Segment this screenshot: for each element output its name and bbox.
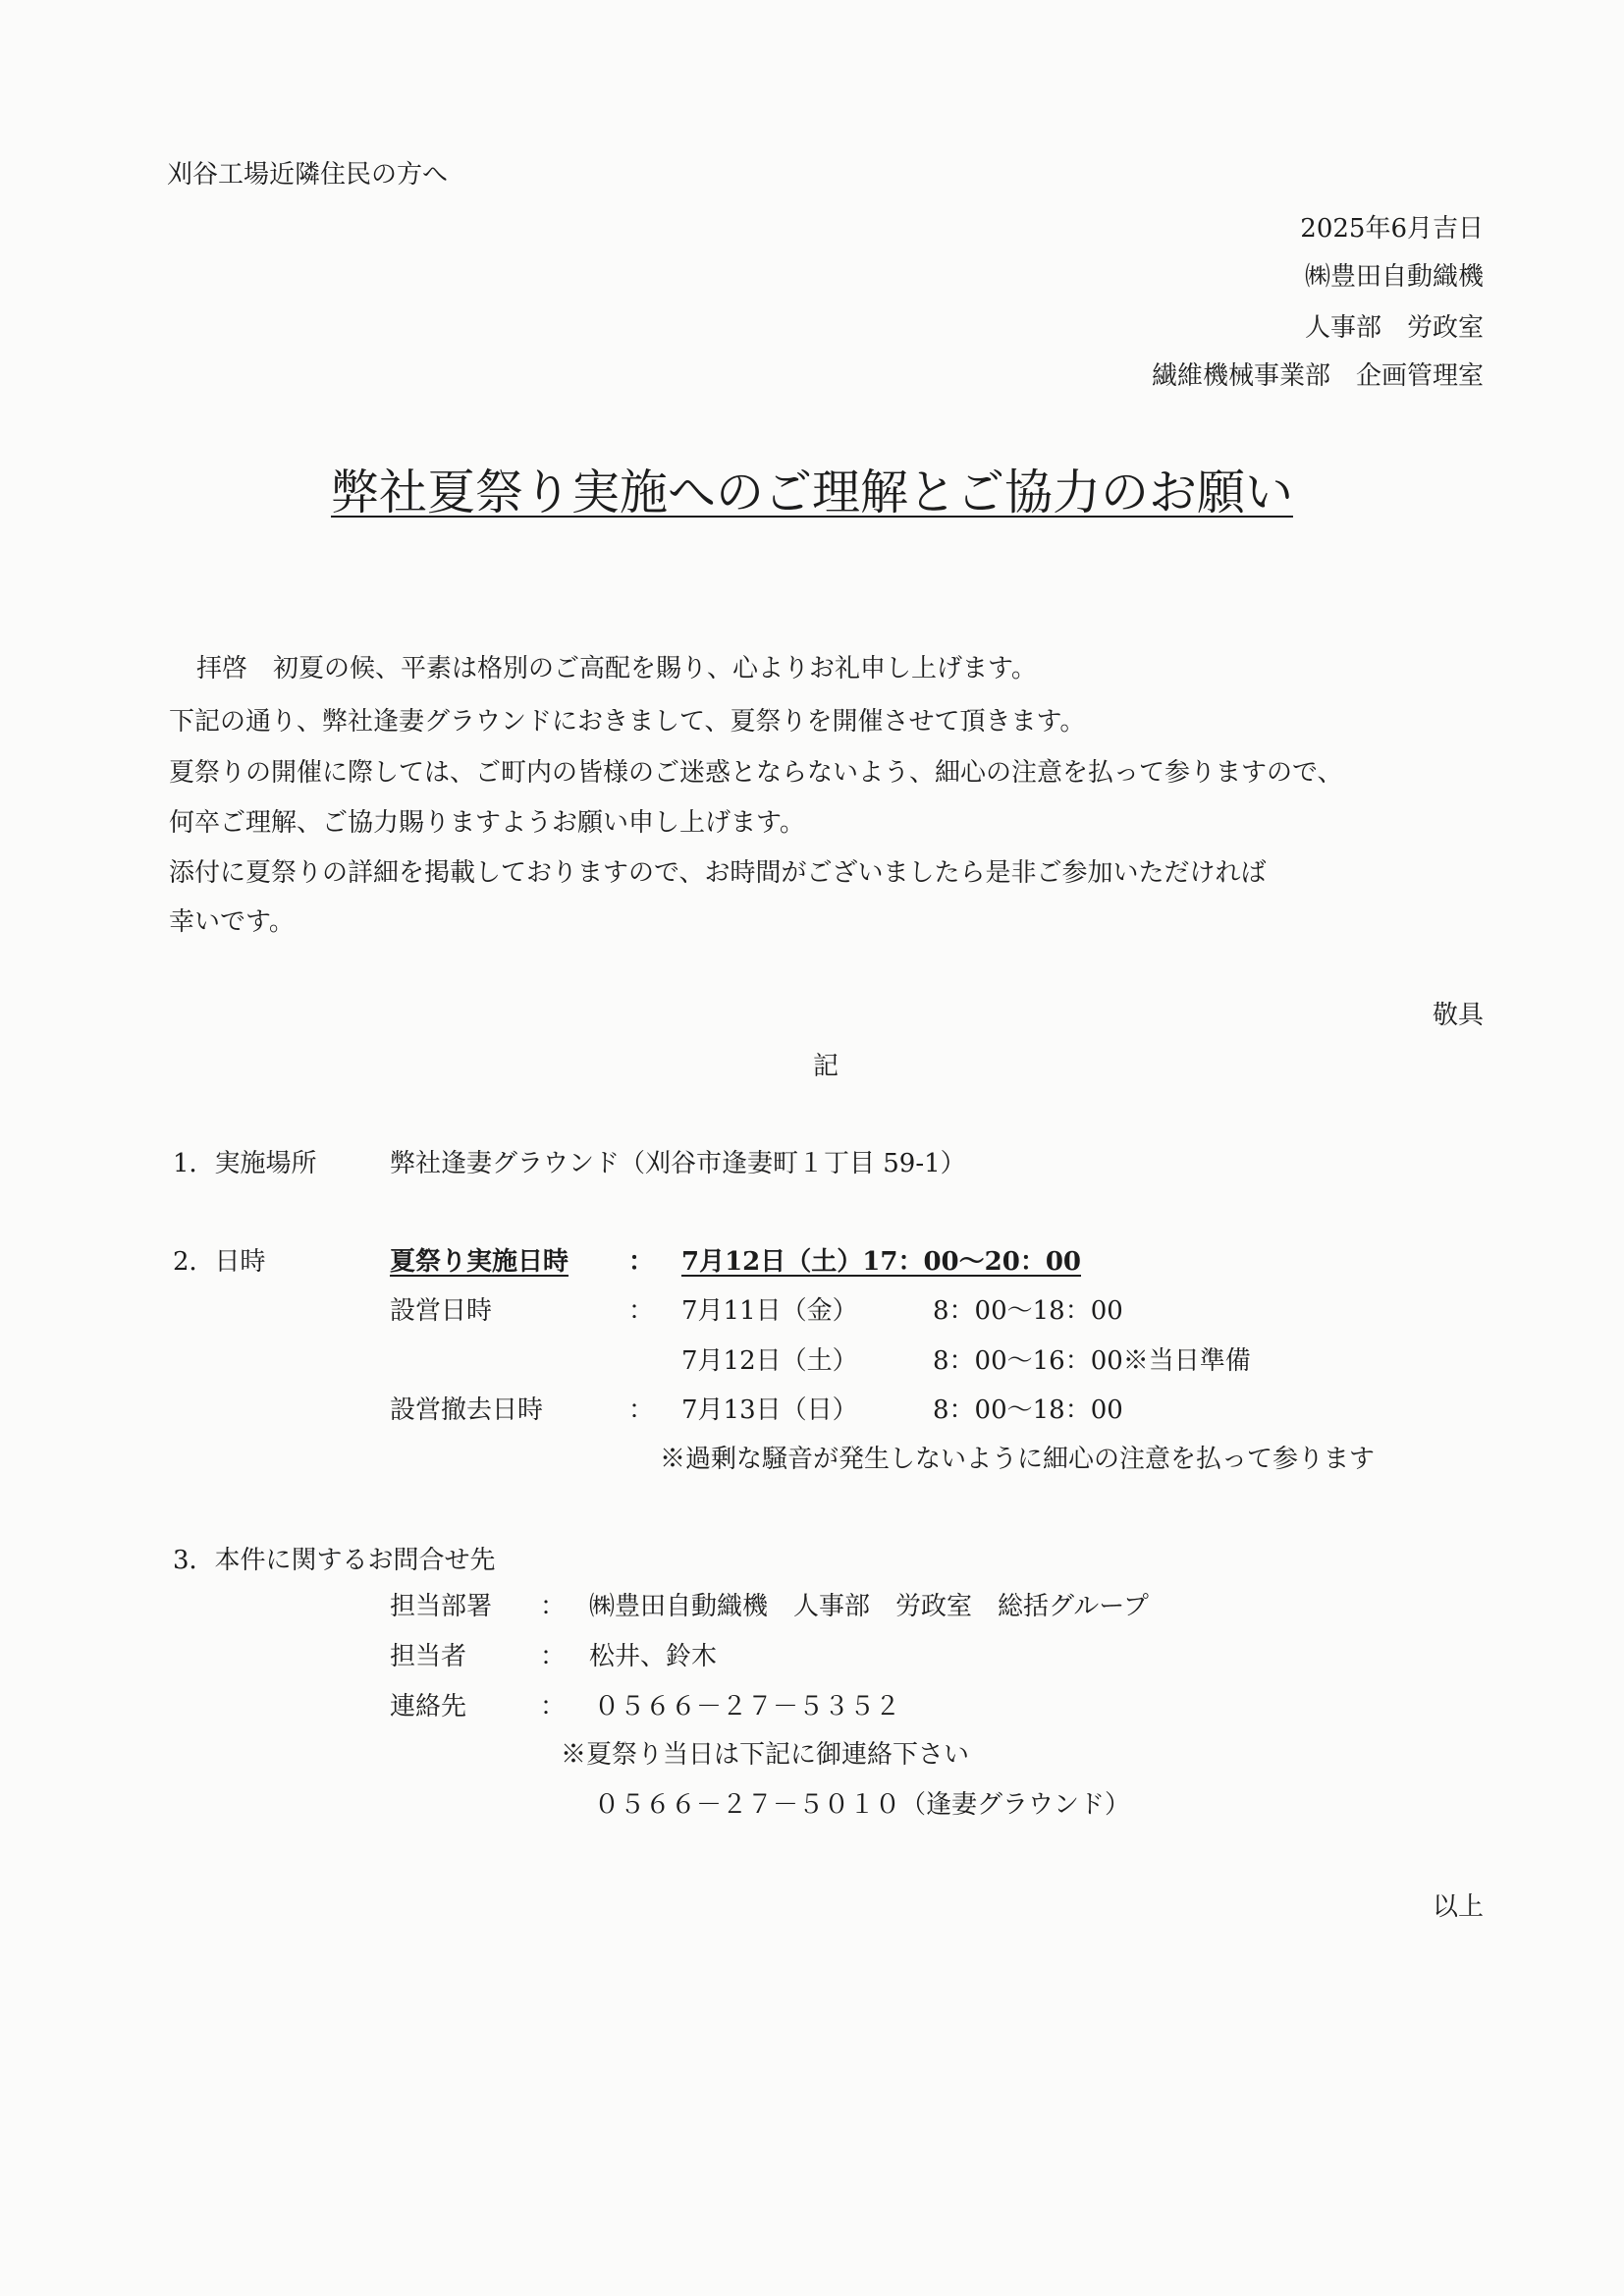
setup-time: 8：00～16：00※当日準備 xyxy=(933,1346,1251,1376)
issue-date: 2025年6月吉日 xyxy=(1300,214,1484,244)
body-line: 添付に夏祭りの詳細を掲載しておりますので、お時間がございましたら是非ご参加いただければ xyxy=(169,858,1267,888)
contact-phone-colon: ： xyxy=(540,1692,567,1722)
contact-phone-label: 連絡先 xyxy=(390,1692,467,1722)
contact-person-label: 担当者 xyxy=(390,1642,467,1671)
body-line: 夏祭りの開催に際しては、ご町内の皆様のご迷惑とならないよう、細心の注意を払って参りますので、 xyxy=(169,758,1343,788)
recipient: 刈谷工場近隣住民の方へ xyxy=(167,160,449,190)
sender-department-1: 人事部 労政室 xyxy=(1304,313,1484,343)
body-line: 拝啓 初夏の候、平素は格別のご高配を賜り、心よりお礼申し上げます。 xyxy=(196,654,1037,683)
teardown-label: 設営撤去日時 xyxy=(390,1395,544,1425)
teardown-colon: ： xyxy=(628,1395,655,1425)
festival-day-note: ※夏祭り当日は下記に御連絡下さい xyxy=(561,1740,970,1770)
closing-keigu: 敬具 xyxy=(1432,1001,1484,1030)
contact-dept-value: ㈱豊田自動織機 人事部 労政室 総括グループ xyxy=(589,1592,1149,1621)
contact-person-colon: ： xyxy=(540,1642,567,1671)
ki-heading: 記 xyxy=(813,1052,839,1081)
item1-label: 1．実施場所 xyxy=(173,1149,317,1178)
setup-date: 7月11日（金） xyxy=(681,1296,858,1326)
event-datetime-colon: ： xyxy=(628,1247,655,1277)
festival-day-phone: ０５６６－２７－５０１０（逢妻グラウンド） xyxy=(594,1790,1131,1820)
noise-note: ※過剰な騒音が発生しないように細心の注意を払って参ります xyxy=(660,1445,1376,1474)
body-line: 幸いです。 xyxy=(169,907,295,937)
contact-dept-colon: ： xyxy=(540,1592,567,1621)
setup-colon: ： xyxy=(628,1296,655,1326)
closing-ijou: 以上 xyxy=(1432,1892,1484,1922)
item3-label: 3．本件に関するお問合せ先 xyxy=(173,1546,496,1575)
contact-phone-value: ０５６６－２７－５３５２ xyxy=(594,1692,901,1722)
item1-value: 弊社逢妻グラウンド（刈谷市逢妻町１丁目 59-1） xyxy=(390,1149,966,1178)
setup-date: 7月12日（土） xyxy=(681,1346,858,1376)
setup-label: 設営日時 xyxy=(390,1296,493,1326)
document-title-text: 弊社夏祭り実施へのご理解とご協力のお願い xyxy=(330,465,1293,520)
teardown-time: 8：00～18：00 xyxy=(933,1395,1123,1425)
event-datetime-value: 7月12日（土）17：00～20：00 xyxy=(681,1247,1081,1277)
sender-department-2: 繊維機械事業部 企画管理室 xyxy=(1151,361,1484,391)
body-line: 何卒ご理解、ご協力賜りますようお願い申し上げます。 xyxy=(169,808,805,838)
contact-person-value: 松井、鈴木 xyxy=(589,1642,718,1671)
event-datetime-label: 夏祭り実施日時 xyxy=(390,1247,569,1277)
contact-dept-label: 担当部署 xyxy=(390,1592,493,1621)
teardown-date: 7月13日（日） xyxy=(681,1395,858,1425)
sender-company: ㈱豊田自動織機 xyxy=(1304,262,1484,292)
setup-time: 8：00～18：00 xyxy=(933,1296,1123,1326)
body-line: 下記の通り、弊社逢妻グラウンドにおきまして、夏祭りを開催させて頂きます。 xyxy=(169,707,1086,737)
item2-label: 2．日時 xyxy=(173,1247,266,1277)
document-title xyxy=(0,462,1624,524)
